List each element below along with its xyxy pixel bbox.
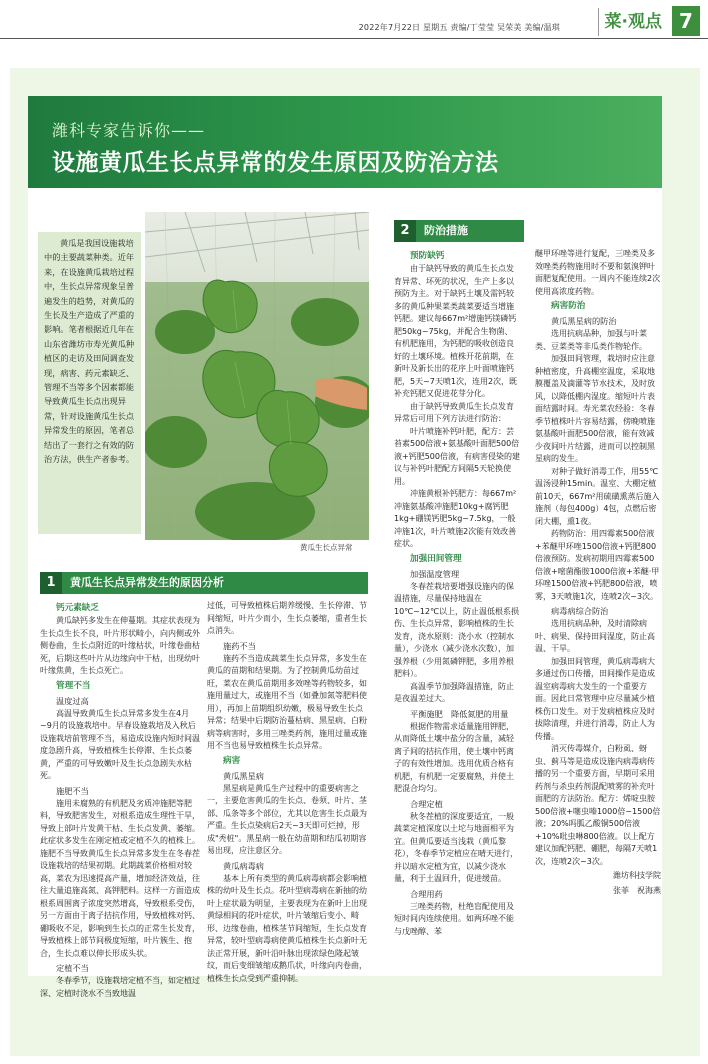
minor-heading: 病毒病综合防治 <box>551 606 609 616</box>
page-number: 7 <box>672 6 700 36</box>
subheading: 管理不当 <box>56 680 91 691</box>
paragraph: 秋冬茬植的深度要适宜，一般蔬菜定植深度以土坨与地面相平为宜。但黄瓜要适当浅栽（黄瓜黎花），冬春季节定植应在晴天进行，并以暗水定植为宜，以减少浇水量，利于土温回升，促进缓苗。 <box>394 811 518 883</box>
byline: 张菲 祝海燕 <box>613 885 661 895</box>
paragraph: 选用抗病品种，及时清除病叶、病果、保持田间湿度，防止高温、干旱。 <box>535 619 655 653</box>
section-2-heading <box>394 220 524 242</box>
paragraph: 高温导致黄瓜生长点异常多发生在4月~9月的设施栽培中。早春设施栽培及入秋后设施栽培前管理不当，易造成设施内短时间温度急剧升高，导致植株生长停滞、生长点萎黄，严重的可导致嫩叶及生长点急剧失水枯死。 <box>40 708 200 780</box>
paragraph: 三唑类药物，杜绝盲配使用及短时间内连续使用。如两环唑不能与戊唑醇、苯 <box>394 901 514 936</box>
subheading: 预防缺钙 <box>410 251 445 261</box>
subheading: 加强田间管理 <box>410 553 462 564</box>
paragraph: 过低，可导致植株后期养缓慢、生长停滞、节间缩短，叶片少而小，生长点萎缩，重者生长点消失。 <box>207 601 367 635</box>
paragraph: 加强田间管理，栽培时应注意种植密度，升高棚室温度，采取地膜覆盖及滴灌等节水技术，及时放风，以降低棚内湿度。缩短叶片表面结露时间。寿光菜农经验：冬春季节植株叶片容易结露，傍晚喷施氨基酸叶面肥500倍液，能有效减少夜间叶片结露，进而可以控制黑星病的发生。 <box>535 354 655 463</box>
paragraph: 由于缺钙导致黄瓜生长点发育异常后可用下列方法进行防治： <box>394 401 514 423</box>
minor-heading: 温度过高 <box>56 695 89 706</box>
paragraph: 黑星病是黄瓜生产过程中的重要病害之一，主要危害黄瓜的生长点、卷须、叶片、茎部、瓜条等多个部位，尤其以危害生长点最为严重。生长点染病后2天~3天即可烂掉，形成"秃桩"。黑星病一般在幼苗期和结瓜初期容易出现，应注意区分。 <box>207 783 367 855</box>
paragraph: 由于缺钙导致的黄瓜生长点发育异常、坏死的状况，生产上多以预防为主。对于缺钙土壤及需钙较多的黄瓜种果菜类蔬菜要适当增施钙肥。建议每667m²增施钙镁磷钙肥50kg~75kg，并配合生物菌、有机肥施用，为钙肥的吸收创造良好的土壤环境。植株开花前期，在新叶及新长出的花序上叶面喷施钙肥，5天~7天喷1次，连用2次，既补充钙肥又促进花芽分化。 <box>394 264 518 398</box>
minor-heading: 黄瓜黑星病 <box>223 770 264 781</box>
minor-heading: 黄瓜黑星病的防治 <box>551 316 617 326</box>
paragraph: 选用抗病品种，加强与叶菜类、豆菜类等非瓜类作物轮作。 <box>535 329 647 351</box>
section-1-heading <box>40 572 368 594</box>
paragraph: 施用未腐熟的有机肥及劣质冲施肥等肥料，导致肥害发生，对根系造成生理性干旱，导致上部叶片发黄干枯、生长点发黄、萎缩。此症状多发生在刚定植或定植不久的植株上。施肥不当导致黄瓜生长点异常多发生在冬春茬设施栽培的结果初期。此期蔬菜价格相对较高，菜农为迅速提高产量，增加经济效益，往往大量追施高氮、高钾肥料。这样一方面造成根系周围离子浓度突然增高，导致根系受伤，另一方面由于离子拮抗作用，导致植株对钙、硼吸收不足，影响到生长点的正常生长发育，导致植株上部节间极度短缩，叶片簇生、抱合，生长点难以伸长形成头状。 <box>40 798 200 958</box>
section-1-number: 1 <box>40 572 62 594</box>
header-banner <box>28 96 662 188</box>
section-2-number: 2 <box>394 220 416 242</box>
subheading: 病害防治 <box>551 301 586 311</box>
minor-heading: 施肥不当 <box>56 785 89 796</box>
paragraph: 消灭传毒媒介，白粉虱、蚜虫、蓟马等是造成设施内病毒病传播的另一个重要方面，早期可采用药剂与杀虫药剂混配喷雾的补充叶面肥的方法防治。配方：烯啶虫胺500倍液+噻虫嗪1000倍~1500倍液；20%吗胍乙酸铜500倍液+10%吡虫啉800倍液。以上配方建议加配钙肥、硼肥，每隔7天喷1次，连喷2次~3次。 <box>535 744 661 866</box>
column-1 <box>40 600 200 1050</box>
section-2-title: 防治措施 <box>424 224 468 237</box>
paragraph: 施药不当造成蔬菜生长点异常，多发生在黄瓜的苗期和结果期。为了控制黄瓜幼苗过旺，菜农在黄瓜苗期用多效唑等药物较多，如施用量过大，或施用不当（如叠加氮等肥料使用），再加上苗期组织幼嫩，极易导致生长点异常；结果中后期防治蔓枯病、黑星病、白粉病等病害时，多用三唑类药剂，施用过量或施用不当也易导致植株生长点异常。 <box>207 653 367 750</box>
minor-heading: 加强温度管理 <box>410 568 460 579</box>
minor-heading: 合理定植 <box>410 798 443 809</box>
masthead-info: 2022年7月22日 星期五 责编/丁莹莹 吴荣美 美编/温琪 <box>358 23 560 32</box>
subheading: 钙元素缺乏 <box>56 603 99 613</box>
paragraph: 加强田间管理，黄瓜病毒病大多通过伤口传播，田间操作是造成温室病毒病大发生的一个重要方面。因此日常管理中应尽量减少植株伤口发生。对于发病植株应及时拔除清理，并进行消毒，防止人为传播。 <box>535 656 655 741</box>
greenhouse-illustration <box>145 212 369 540</box>
paragraph: 高温季节加强降温措施，防止是夜温差过大。 <box>394 681 514 703</box>
intro-text: 黄瓜是我国设施栽培中的主要蔬菜种类。近年来，在设施黄瓜栽培过程中，生长点异常现象呈普遍发生的趋势，对黄瓜的生长及生产造成了严重的影响。笔者根据近几年在山东省潍坊市寿光黄瓜种植区的走访及田间调查发现，病害、药元素缺乏、管理不当等多个因素都能导致黄瓜生长点出现异常，针对设施黄瓜生长点异常发生的原因，笔者总结出了一套行之有效的防治方法，供生产者参考。 <box>38 232 141 534</box>
section-1-title: 黄瓜生长点异常发生的原因分析 <box>70 576 224 589</box>
paragraph: 黄瓜缺钙多发生在伸蔓期。其症状表现为生长点生长不良，叶片形状畸小，向内侧或外侧卷曲，生长点附近的叶缘枯状，叶缘卷曲枯死，后期这些叶片从边缘向中干枯，出现幼叶叶缘焦黄，生长点死亡。 <box>40 616 200 675</box>
masthead <box>0 0 708 40</box>
kicker: 潍科专家告诉你—— <box>52 121 206 140</box>
paragraph: 叶片喷施补钙叶肥，配方：芸苔素500倍液+氨基酸叶面肥500倍液+钙肥500倍液，有病害侵染的建议与补钙叶肥配方间隔5天轮换使用。 <box>394 426 520 486</box>
paragraph: 基本上所有类型的黄瓜病毒病都会影响植株的幼叶及生长点。花叶型病毒病在新抽的幼叶上症状最为明显，主要表现为在新叶上出现黄绿相间的花叶症状，叶片皱缩后变小、畸形、边缘卷曲，植株茎节间缩短，生长点发育异常，较叶型病毒病使黄瓜植株生长点新叶无法正常开展，新叶沿叶脉出现浓绿色隆起皱纹，而后变细皱缩成鹅爪状，叶缘向内卷曲，植株生长点受到严重抑制。 <box>207 873 367 983</box>
section-title: 菜·观点 <box>598 8 668 36</box>
paragraph: 冲施黄根补钙肥方：每667m²冲施氨基酸冲施肥10kg+腐钙肥1kg+硼镁钙肥5kg~7.5kg，一般冲施1次，叶片喷施2次能有效改善症状。 <box>394 489 517 548</box>
column-2 <box>207 600 367 1050</box>
paragraph: 冬春茬栽培要增强设施内的保温措施，尽量保持地温在10℃~12℃以上，防止温低根系损伤、生长点异常，影响植株的生长发育，浇水原则：浇小水（控制水量），少浇水（减少浇水次数），加强养根（少用氮磷钾肥，多用养根肥料）。 <box>394 581 520 678</box>
subheading: 病害 <box>223 755 241 766</box>
cucumber-plant-photo <box>145 212 369 540</box>
minor-heading: 黄瓜病毒病 <box>223 860 264 871</box>
column-4 <box>535 248 661 1051</box>
paragraph: 对种子做好消毒工作，用55℃温汤浸种15min。温室、大棚定植前10天，667m²用硫磺熏蒸后施入施剂（每包400g）4包，点燃后密闭大棚，熏1夜。 <box>535 466 660 526</box>
paragraph: 药物防治：用四霉素500倍液+苯醚甲环唑1500倍液+钙肥800倍液预防。发病初期用四霉素500倍液+嘧菌酯胺1000倍液+苯醚·甲环唑1500倍液+钙肥800倍液，喷雾，3天喷施1次，连喷2次~3次。 <box>535 529 660 601</box>
paragraph: 醚甲环唑等进行复配，三唑类及多效唑类药物施用时不要和氨溴钾叶面肥复配使用。一周内不能连续2次使用高浓度药物。 <box>535 249 661 296</box>
masthead-divider <box>0 38 708 39</box>
minor-heading: 合理用药 <box>410 888 443 899</box>
minor-heading: 施药不当 <box>223 640 256 651</box>
paragraph: 根据作物需求适量施用钾肥，从而降低土壤中盐分的含量，减轻离子间的拮抗作用，使土壤中钙离子的有效性增加。选用优质合格有机肥，有机肥一定要腐熟，并使土肥混合均匀。 <box>394 721 514 793</box>
paragraph: 冬春季节，设施栽培定植不当，如定植过深、定植时浇水不当致地温 <box>40 976 200 998</box>
photo-caption: 黄瓜生长点异常 <box>300 543 353 552</box>
headline: 设施黄瓜生长点异常的发生原因及防治方法 <box>52 150 499 176</box>
byline: 潍坊科技学院 <box>613 871 661 880</box>
minor-heading: 定植不当 <box>56 963 89 973</box>
column-3 <box>394 248 520 1051</box>
minor-heading: 平衡施肥 降低氮肥的用量 <box>410 708 509 719</box>
